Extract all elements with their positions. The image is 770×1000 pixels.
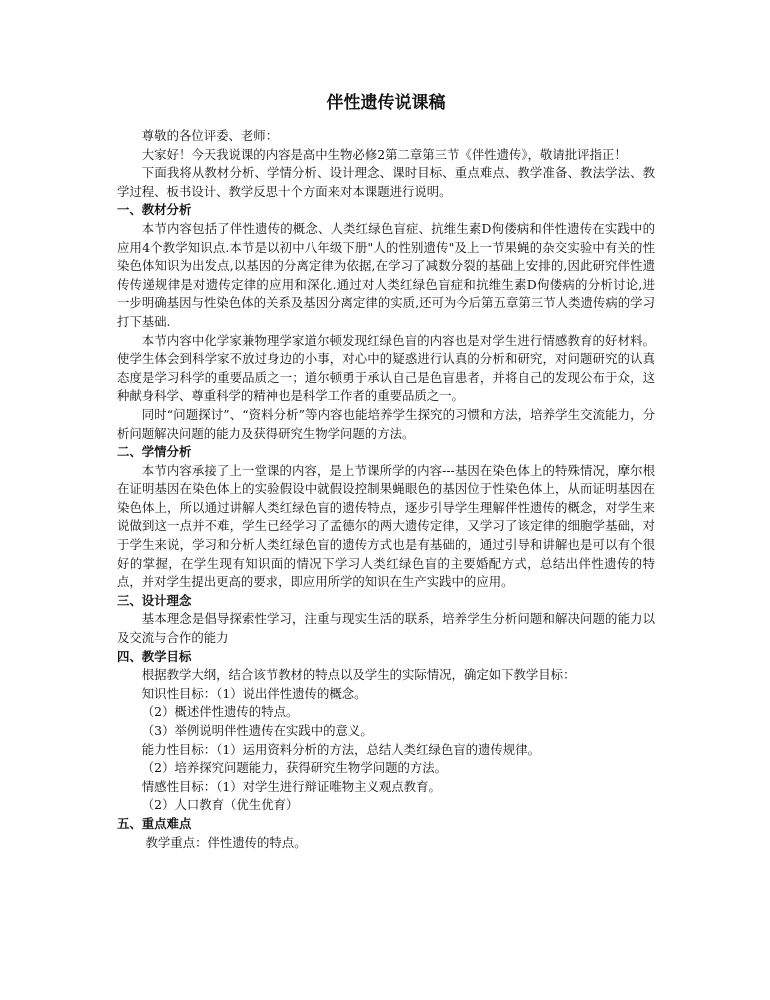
section-design-concept [117, 592, 655, 648]
document-title: 伴性遗传说课稿 [326, 93, 446, 113]
goal-line: 根据教学大纲，结合该节教材的特点以及学生的实际情况，确定如下教学目标： [141, 667, 576, 683]
greeting: 尊敬的各位评委、老师： [141, 128, 279, 143]
section-key-difficulties [117, 815, 655, 852]
section-learner-analysis [117, 443, 655, 592]
goal-line: （3）举例说明伴性遗传在实践中的意义。 [141, 723, 373, 738]
section-paragraph: 本节内容中化学家兼物理学家道尔顿发现红绿色盲的内容也是对学生进行情感教育的好材料。使学生体会到科学家不放过身边的小事，对心中的疑惑进行认真的分析和研究，对问题研究的认真态度是学习科学的重要品质之一；道尔顿勇于承认自己是色盲患者，并将自己的发现公布于众，这种献身科学、尊重科学的精神也是科学工作者的重要品质之一。 [117, 332, 655, 404]
section-heading: 三、设计理念 [117, 592, 192, 608]
goal-line: 知识性目标：（1）说出伴性遗传的概念。 [141, 685, 367, 701]
goal-line: （2）人口教育（优生优育） [141, 797, 299, 813]
goal-line: （2）培养探究问题能力，获得研究生物学问题的方法。 [141, 760, 448, 776]
section-heading: 四、教学目标 [117, 648, 192, 664]
goal-line: 能力性目标：（1）运用资料分析的方法，总结人类红绿色盲的遗传规律。 [141, 741, 540, 757]
section-paragraph: 本节内容包括了伴性遗传的概念、人类红绿色盲症、抗维生素D佝偻病和伴性遗传在实践中的应用4个教学知识点.本节是以初中八年级下册"人的性别遗传"及上一节果蝇的杂交实验中有关的性染色体知识为出发点,以基因的分离定律为依据,在学习了减数分裂的基础上安排的,因此研究伴性遗传传递规律是对遗传定律的应用和深化.通过对人类红绿色盲症和抗维生素D佝偻病的分析讨论,进一步明确基因与性染色体的关系及基因分离定律的实质,还可为今后第五章第三节人类遗传病的学习打下基础. [117, 220, 655, 329]
section-heading: 五、重点难点 [117, 815, 192, 831]
document-page [117, 92, 655, 852]
goal-line: 情感性目标：（1）对学生进行辩证唯物主义观点教育。 [141, 778, 441, 794]
intro-paragraph: 大家好！今天我说课的内容是高中生物必修2第二章第三节《伴性遗传》，敬请批评指正！ [141, 146, 627, 162]
section-paragraph: 本节内容承接了上一堂课的内容，是上节课所学的内容---基因在染色体上的特殊情况，摩尔根在证明基因在染色体上的实验假设中就假设控制果蝇眼色的基因位于性染色体上，从而证明基因在染色体上，所以通过讲解人类红绿色盲的遗传特点，逐步引导学生理解伴性遗传的概念，对学生来说做到这一点并不难，学生已经学习了孟德尔的两大遗传定律，又学习了该定律的细胞学基础，对于学生来说，学习和分析人类红绿色盲的遗传方式也是有基础的，通过引导和讲解也是可以有个很好的掌握，在学生现有知识面的情况下学习人类红绿色盲的主要婚配方式，总结出伴性遗传的特点，并对学生提出更高的要求，即应用所学的知识在生产实践中的应用。 [117, 462, 655, 590]
section-teaching-goals [117, 648, 655, 815]
section-material-analysis [117, 201, 655, 443]
section-heading: 二、学情分析 [117, 444, 192, 460]
section-heading: 一、教材分析 [117, 202, 192, 218]
goal-line: （2）概述伴性遗传的特点。 [141, 704, 299, 720]
section-paragraph: 基本理念是倡导探索性学习，注重与现实生活的联系，培养学生分析问题和解决问题的能力以及交流与合作的能力 [117, 611, 655, 646]
overview-paragraph: 下面我将从教材分析、学情分析、设计理念、课时目标、重点难点、教学准备、教法学法、教学过程、板书设计、教学反思十个方面来对本课题进行说明。 [117, 165, 655, 199]
section-paragraph: 同时“问题探讨”、“资料分析”等内容也能培养学生探究的习惯和方法，培养学生交流能力，分析问题解决问题的能力及获得研究生物学问题的方法。 [117, 406, 655, 441]
key-point-line: 教学重点：伴性遗传的特点。 [145, 834, 307, 850]
